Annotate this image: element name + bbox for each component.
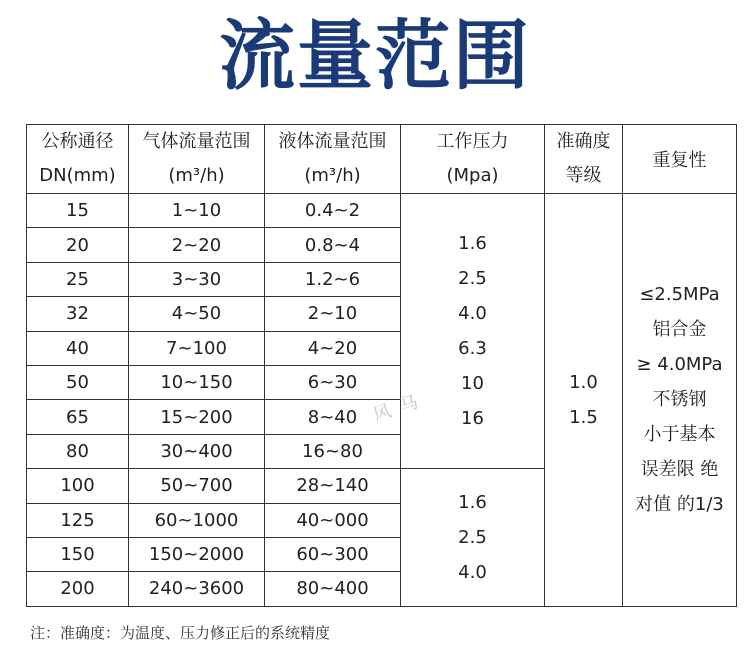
cell-dn: 32	[27, 297, 129, 331]
cell-pressure-group-2	[401, 469, 545, 607]
cell-liquid: 1.2~6	[265, 262, 401, 296]
cell-dn: 80	[27, 434, 129, 468]
page-title: 流量范围	[219, 11, 531, 100]
cell-dn: 40	[27, 331, 129, 365]
header-line: (m³/h)	[168, 165, 225, 186]
cell-gas: 4~50	[129, 297, 265, 331]
cell-dn: 50	[27, 365, 129, 399]
cell-gas: 30~400	[129, 434, 265, 468]
table-header	[27, 125, 737, 194]
repeatability-line: 误差限 绝	[640, 459, 719, 481]
header-nominal-diameter	[27, 125, 129, 194]
cell-liquid: 4~20	[265, 331, 401, 365]
header-line: (Mpa)	[446, 165, 499, 186]
pressure-value: 1.6	[458, 233, 487, 255]
cell-dn: 125	[27, 503, 129, 537]
repeatability-line: 铝合金	[652, 319, 707, 341]
header-row	[27, 125, 737, 194]
repeatability-line: ≥ 4.0MPa	[636, 354, 723, 376]
cell-gas: 50~700	[129, 469, 265, 503]
header-line: 工作压力	[436, 131, 509, 152]
cell-dn: 150	[27, 537, 129, 571]
accuracy-value: 1.0	[569, 371, 598, 393]
cell-liquid: 6~30	[265, 365, 401, 399]
header-line: 气体流量范围	[142, 131, 251, 152]
cell-liquid: 8~40	[265, 400, 401, 434]
header-line: 公称通径	[41, 131, 114, 152]
cell-gas: 10~150	[129, 365, 265, 399]
pressure-value: 6.3	[458, 338, 487, 360]
header-gas-flow	[129, 125, 265, 194]
pressure-value: 2.5	[458, 268, 487, 290]
header-liquid-flow	[265, 125, 401, 194]
cell-gas: 3~30	[129, 262, 265, 296]
repeatability-line: 对值 的1/3	[635, 494, 724, 516]
pressure-value: 4.0	[458, 303, 487, 325]
cell-liquid: 40~000	[265, 503, 401, 537]
cell-liquid: 16~80	[265, 434, 401, 468]
repeatability-line: 不锈钢	[652, 389, 707, 411]
cell-repeatability	[623, 194, 737, 607]
cell-gas: 240~3600	[129, 572, 265, 606]
cell-gas: 7~100	[129, 331, 265, 365]
pressure-value: 2.5	[458, 526, 487, 548]
header-line: 准确度	[556, 131, 611, 152]
cell-dn: 200	[27, 572, 129, 606]
header-line: 等级	[565, 165, 602, 186]
cell-dn: 100	[27, 469, 129, 503]
header-line: (m³/h)	[304, 165, 361, 186]
repeatability-line: ≤2.5MPa	[639, 284, 720, 306]
cell-gas: 1~10	[129, 194, 265, 228]
cell-liquid: 80~400	[265, 572, 401, 606]
watermark: 风马	[370, 388, 431, 427]
pressure-value: 10	[461, 373, 484, 395]
cell-gas: 2~20	[129, 228, 265, 262]
cell-gas: 15~200	[129, 400, 265, 434]
cell-liquid: 2~10	[265, 297, 401, 331]
header-line: DN(mm)	[39, 165, 116, 186]
table-row	[27, 194, 737, 228]
header-accuracy	[545, 125, 623, 194]
header-line: 液体流量范围	[278, 131, 387, 152]
cell-dn: 20	[27, 228, 129, 262]
cell-liquid: 0.4~2	[265, 194, 401, 228]
cell-dn: 15	[27, 194, 129, 228]
header-repeatability	[623, 125, 737, 194]
pressure-value: 1.6	[458, 491, 487, 513]
pressure-value: 4.0	[458, 561, 487, 583]
cell-dn: 25	[27, 262, 129, 296]
cell-pressure-group-1	[401, 194, 545, 469]
cell-dn: 65	[27, 400, 129, 434]
repeatability-line: 小于基本	[643, 424, 716, 446]
cell-liquid: 28~140	[265, 469, 401, 503]
cell-liquid: 60~300	[265, 537, 401, 571]
footnote: 注：准确度：为温度、压力修正后的系统精度	[30, 624, 331, 642]
cell-liquid: 0.8~4	[265, 228, 401, 262]
cell-gas: 60~1000	[129, 503, 265, 537]
header-line: 重复性	[652, 150, 707, 171]
header-working-pressure	[401, 125, 545, 194]
accuracy-value: 1.5	[569, 406, 598, 428]
pressure-value: 16	[461, 408, 484, 430]
cell-gas: 150~2000	[129, 537, 265, 571]
cell-accuracy	[545, 194, 623, 607]
flow-range-table	[26, 124, 737, 607]
